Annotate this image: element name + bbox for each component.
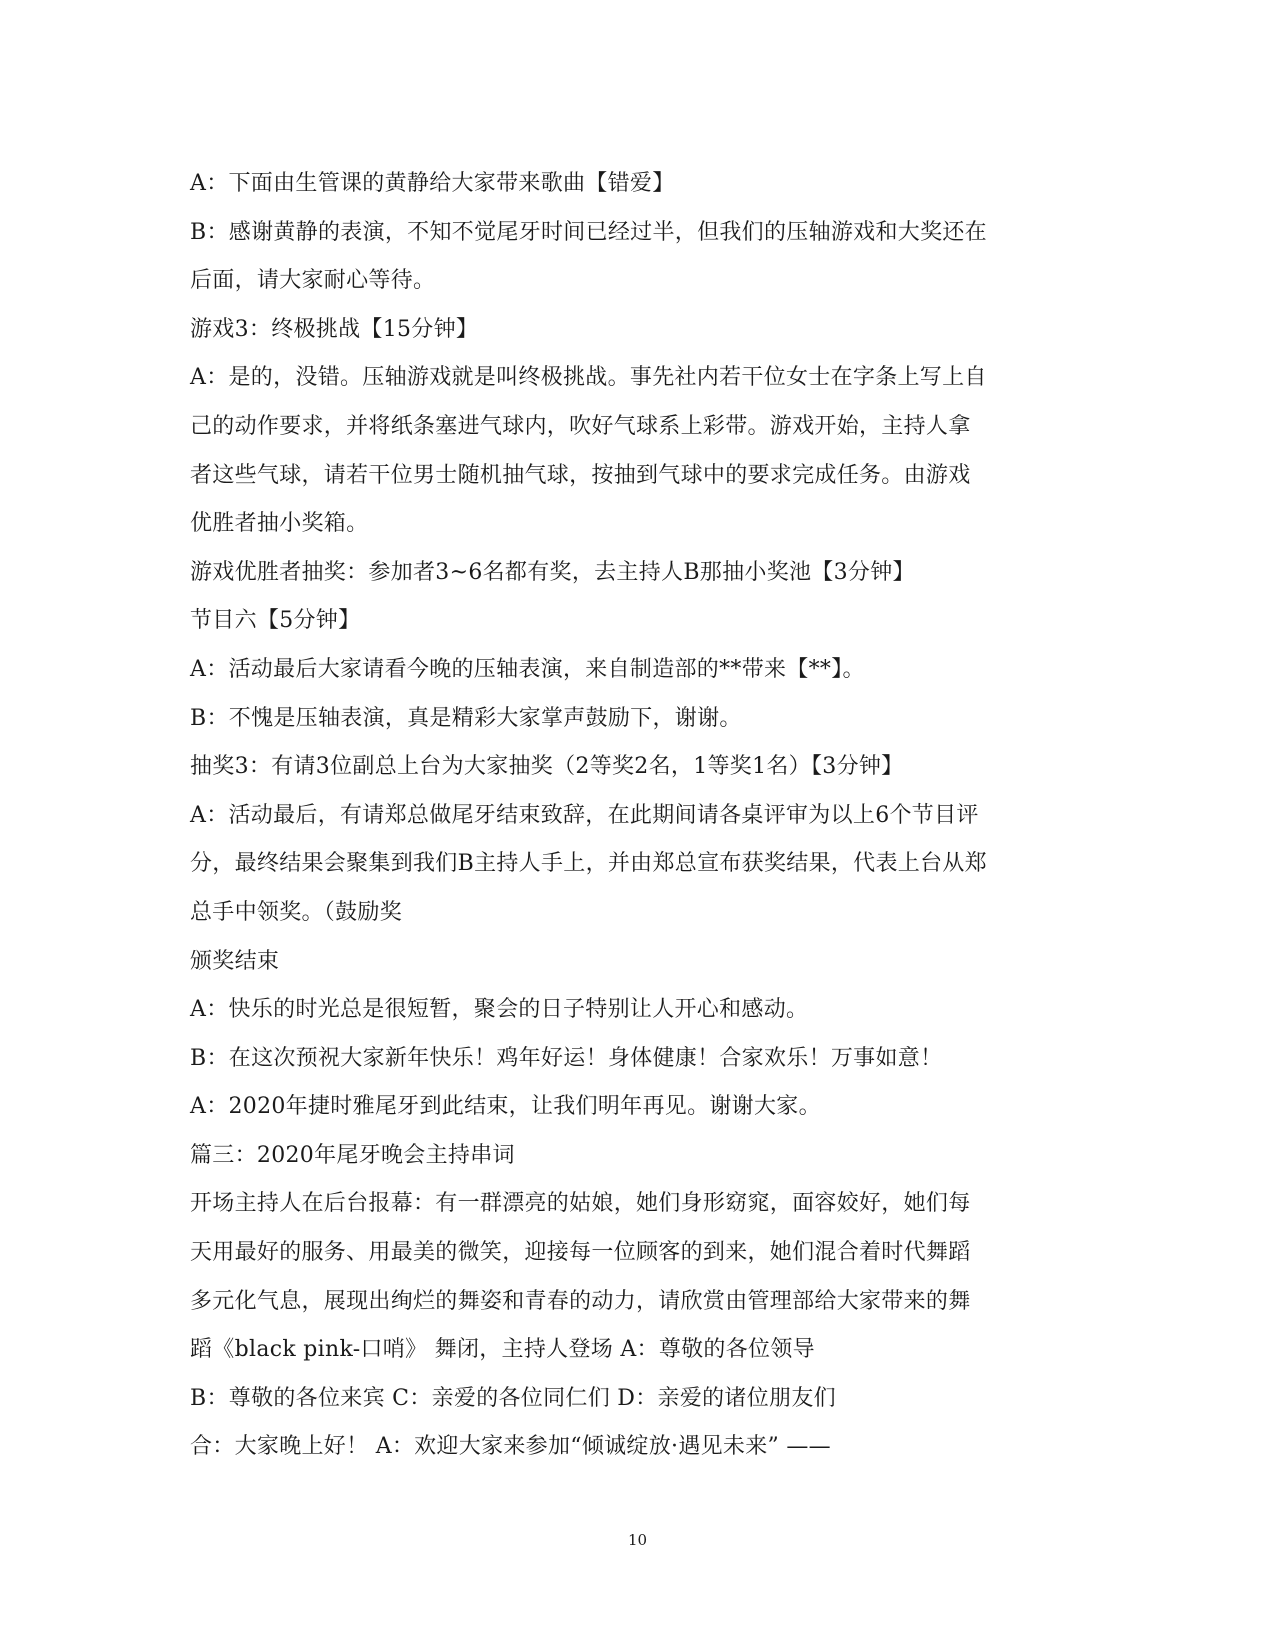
text-line: 己的动作要求，并将纸条塞进气球内，吹好气球系上彩带。游戏开始，主持人拿 (190, 413, 971, 439)
text-line: 抽奖3：有请3位副总上台为大家抽奖（2等奖2名，1等奖1名）【3分钟】 (190, 754, 904, 780)
text-line: 开场主持人在后台报幕：有一群漂亮的姑娘，她们身形窈窕，面容姣好，她们每 (190, 1191, 971, 1217)
text-line: 蹈《black pink-口哨》 舞闭，主持人登场 A：尊敬的各位领导 (190, 1337, 815, 1363)
text-line: 节目六【5分钟】 (190, 608, 361, 634)
text-line: A：活动最后大家请看今晚的压轴表演，来自制造部的**带来【**】。 (190, 656, 865, 682)
text-line: 篇三：2020年尾牙晚会主持串词 (190, 1142, 515, 1168)
text-line: 合：大家晚上好！ A：欢迎大家来参加“倾诚绽放·遇见未来” —— (190, 1434, 831, 1460)
text-line: B：在这次预祝大家新年快乐！鸡年好运！身体健康！合家欢乐！万事如意！ (190, 1045, 943, 1071)
text-line: 优胜者抽小奖箱。 (190, 511, 369, 537)
text-line: A：是的，没错。压轴游戏就是叫终极挑战。事先社内若干位女士在字条上写上自 (190, 365, 987, 391)
text-line: A：快乐的时光总是很短暂，聚会的日子特别让人开心和感动。 (190, 997, 809, 1023)
text-line: B：尊敬的各位来宾 C：亲爱的各位同仁们 D：亲爱的诸位朋友们 (190, 1385, 836, 1411)
text-line: 游戏优胜者抽奖：参加者3~6名都有奖，去主持人B那抽小奖池【3分钟】 (190, 559, 915, 585)
text-line: 多元化气息，展现出绚烂的舞姿和青春的动力，请欣赏由管理部给大家带来的舞 (190, 1288, 971, 1314)
text-line: A：2020年捷时雅尾牙到此结束，让我们明年再见。谢谢大家。 (190, 1094, 821, 1120)
text-line: 游戏3：终极挑战【15分钟】 (190, 316, 479, 342)
text-line: 天用最好的服务、用最美的微笑，迎接每一位顾客的到来，她们混合着时代舞蹈 (190, 1240, 971, 1266)
text-line: A：活动最后，有请郑总做尾牙结束致辞，在此期间请各桌评审为以上6个节目评 (190, 802, 979, 828)
page-number: 10 (627, 1531, 648, 1549)
text-line: 者这些气球，请若干位男士随机抽气球，按抽到气球中的要求完成任务。由游戏 (190, 462, 971, 488)
text-line: B：不愧是压轴表演，真是精彩大家掌声鼓励下，谢谢。 (190, 705, 742, 731)
text-line: B：感谢黄静的表演，不知不觉尾牙时间已经过半，但我们的压轴游戏和大奖还在 (190, 219, 987, 245)
text-line: 分，最终结果会聚集到我们B主持人手上，并由郑总宣布获奖结果，代表上台从郑 (190, 851, 987, 877)
document-body (190, 160, 1070, 1472)
text-line: 颁奖结束 (190, 948, 280, 974)
text-line: A：下面由生管课的黄静给大家带来歌曲【错爱】 (190, 171, 675, 196)
text-line: 后面，请大家耐心等待。 (190, 268, 436, 294)
text-line: 总手中领奖。（鼓励奖 (190, 899, 403, 925)
